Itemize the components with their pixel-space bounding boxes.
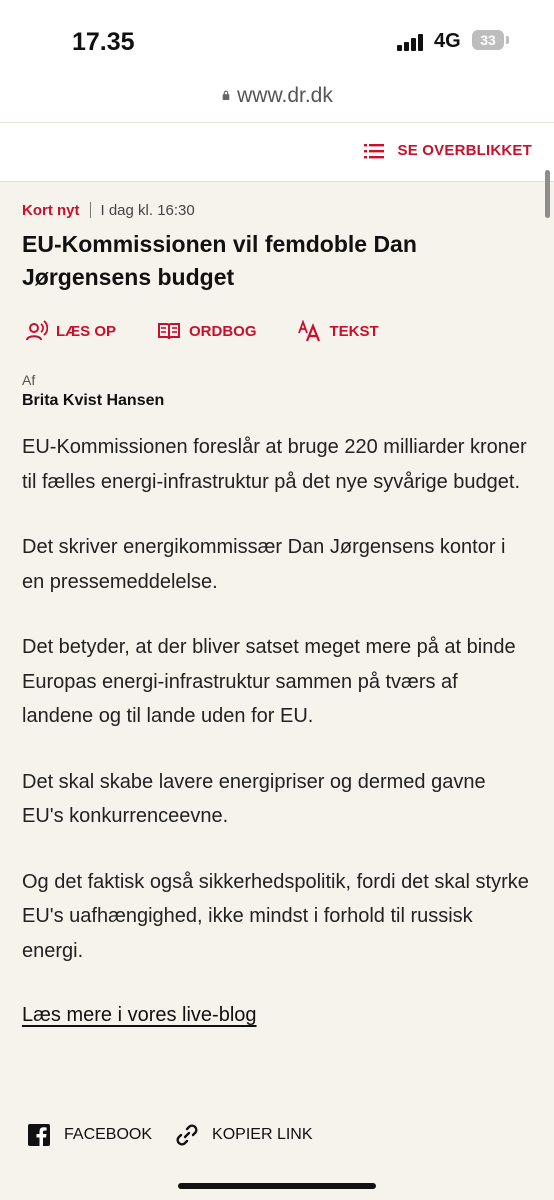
read-aloud-button[interactable] [26,320,116,342]
link-icon [174,1122,200,1148]
facebook-icon [28,1124,50,1146]
paragraph: Det skriver energikommissær Dan Jørgensens kontor i en pressemeddelelse. [22,536,506,593]
overview-label: SE OVERBLIKKET [397,142,532,159]
article-title: EU-Kommissionen vil femdoble Dan Jørgensens budget [22,231,417,290]
read-more-link[interactable]: Læs mere i vores live-blog [22,1004,257,1026]
byline-label: Af [22,372,36,388]
facebook-label: FACEBOOK [64,1126,153,1143]
address-bar[interactable] [0,84,554,108]
text-size-button[interactable] [298,320,379,342]
text-size-label: TEKST [329,322,379,340]
share-bar [28,1122,313,1148]
article-body [22,430,532,968]
read-aloud-label: LÆS OP [56,322,117,340]
author-name[interactable]: Brita Kvist Hansen [22,392,165,409]
meta-divider [90,202,91,218]
home-indicator[interactable] [178,1183,376,1189]
paragraph: Og det faktisk også sikkerhedspolitik, fordi det skal styrke EU's uafhængighed, ikke mindst i forhold til russisk energi. [22,870,529,962]
read-aloud-icon [26,320,48,342]
copy-link-button[interactable] [174,1122,312,1148]
status-time: 17.35 [72,28,135,56]
network-type: 4G [434,30,461,52]
url-text: www.dr.dk [237,84,333,107]
article-timestamp: I dag kl. 16:30 [100,201,195,219]
facebook-share-button[interactable] [28,1124,152,1146]
overview-button[interactable] [364,142,532,159]
paragraph: EU-Kommissionen foreslår at bruge 220 milliarder kroner til fælles energi-infrastruktur på det nye syvårige budget. [22,436,527,493]
signal-icon [397,33,427,51]
copy-link-label: KOPIER LINK [212,1126,313,1143]
battery-icon: 33 [472,30,504,50]
site-toolbar [0,123,554,182]
dictionary-icon [157,321,181,341]
text-size-icon [298,320,322,342]
article-tools [22,319,532,343]
article-tag[interactable]: Kort nyt [22,201,80,219]
scrollbar[interactable] [545,170,550,218]
paragraph: Det skal skabe lavere energipriser og dermed gavne EU's konkurrenceevne. [22,770,486,827]
paragraph: Det betyder, at der bliver satset meget mere på at binde Europas energi-infrastruktur sammen på tværs af landene og til lande uden for EU. [22,636,516,727]
lock-icon [221,90,231,100]
article-meta [22,200,532,220]
list-icon [364,143,384,159]
dictionary-label: ORDBOG [189,322,257,340]
battery-tip [506,36,509,44]
article [22,200,532,1027]
status-bar [0,0,554,123]
dictionary-button[interactable] [157,321,257,341]
